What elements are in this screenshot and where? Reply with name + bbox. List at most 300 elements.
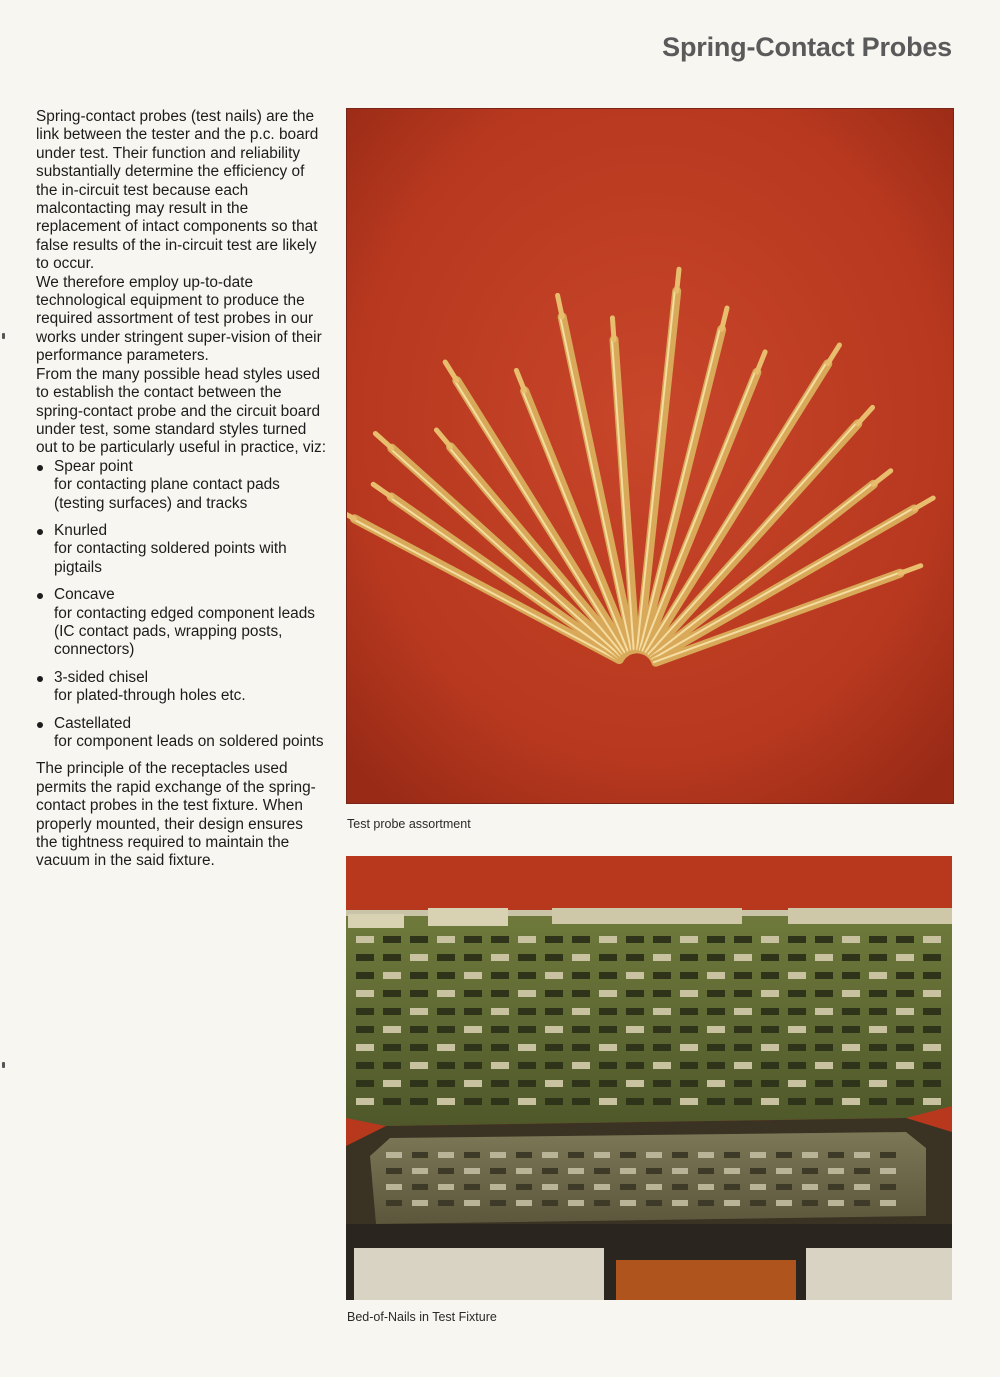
board-component bbox=[437, 1080, 455, 1087]
board-component bbox=[842, 1080, 860, 1087]
board-component bbox=[788, 1062, 806, 1069]
fixture-component bbox=[516, 1168, 532, 1174]
board-component bbox=[572, 1080, 590, 1087]
board-component bbox=[545, 972, 563, 979]
fixture-component bbox=[542, 1200, 558, 1206]
board-component bbox=[896, 1008, 914, 1015]
board-component bbox=[464, 936, 482, 943]
board-component bbox=[356, 1080, 374, 1087]
board-component bbox=[788, 1026, 806, 1033]
board-component bbox=[761, 1008, 779, 1015]
board-component bbox=[788, 1098, 806, 1105]
board-component bbox=[707, 1080, 725, 1087]
fixture-component bbox=[854, 1184, 870, 1190]
board-component bbox=[626, 1008, 644, 1015]
board-component bbox=[815, 990, 833, 997]
board-component bbox=[788, 1008, 806, 1015]
board-component bbox=[923, 1044, 941, 1051]
board-component bbox=[437, 1026, 455, 1033]
board-component bbox=[356, 1008, 374, 1015]
fixture-component bbox=[776, 1168, 792, 1174]
board-component bbox=[410, 1008, 428, 1015]
board-component bbox=[410, 1044, 428, 1051]
board-component bbox=[437, 954, 455, 961]
board-component bbox=[761, 990, 779, 997]
board-component bbox=[437, 1098, 455, 1105]
board-component bbox=[464, 1026, 482, 1033]
fixture-component bbox=[854, 1200, 870, 1206]
board-component bbox=[707, 1044, 725, 1051]
board-component bbox=[518, 1098, 536, 1105]
board-component bbox=[653, 972, 671, 979]
board-component bbox=[842, 1098, 860, 1105]
board-component bbox=[653, 954, 671, 961]
board-component bbox=[761, 972, 779, 979]
fixture-component bbox=[698, 1152, 714, 1158]
board-component bbox=[491, 1008, 509, 1015]
board-component bbox=[437, 1044, 455, 1051]
board-component bbox=[383, 1026, 401, 1033]
board-component bbox=[518, 1026, 536, 1033]
board-component bbox=[599, 1044, 617, 1051]
board-component bbox=[383, 1080, 401, 1087]
fixture-component bbox=[464, 1168, 480, 1174]
board-component bbox=[572, 990, 590, 997]
fixture-component bbox=[412, 1184, 428, 1190]
fixture-component bbox=[386, 1200, 402, 1206]
board-component bbox=[734, 954, 752, 961]
board-component bbox=[707, 990, 725, 997]
board-component bbox=[734, 1026, 752, 1033]
board-component bbox=[383, 972, 401, 979]
fixture-component bbox=[490, 1200, 506, 1206]
board-component bbox=[599, 1026, 617, 1033]
board-component bbox=[572, 1044, 590, 1051]
board-component bbox=[410, 1026, 428, 1033]
board-component bbox=[869, 1044, 887, 1051]
fixture-component bbox=[750, 1184, 766, 1190]
fixture-component bbox=[464, 1200, 480, 1206]
board-component bbox=[734, 1098, 752, 1105]
board-component bbox=[437, 990, 455, 997]
board-component bbox=[923, 1080, 941, 1087]
fixture-component bbox=[438, 1200, 454, 1206]
board-component bbox=[788, 1080, 806, 1087]
fixture-component bbox=[464, 1184, 480, 1190]
board-component bbox=[707, 1008, 725, 1015]
board-component bbox=[491, 1062, 509, 1069]
page-title: Spring-Contact Probes bbox=[662, 32, 952, 62]
board-component bbox=[707, 1026, 725, 1033]
board-component bbox=[599, 936, 617, 943]
board-component bbox=[707, 1062, 725, 1069]
board-component bbox=[923, 936, 941, 943]
board-component bbox=[626, 936, 644, 943]
board-component bbox=[788, 1044, 806, 1051]
board-component bbox=[356, 936, 374, 943]
board-component bbox=[383, 1044, 401, 1051]
fixture-component bbox=[646, 1168, 662, 1174]
board-component bbox=[410, 1062, 428, 1069]
board-component bbox=[572, 972, 590, 979]
board-component bbox=[761, 936, 779, 943]
board-component bbox=[491, 954, 509, 961]
fixture-component bbox=[542, 1168, 558, 1174]
fixture-component bbox=[880, 1184, 896, 1190]
fixture-component bbox=[412, 1168, 428, 1174]
board-component bbox=[545, 1080, 563, 1087]
board-component bbox=[923, 972, 941, 979]
board-component bbox=[599, 990, 617, 997]
fixture-component bbox=[568, 1200, 584, 1206]
probe-tip bbox=[677, 269, 679, 291]
board-component bbox=[518, 1062, 536, 1069]
board-component bbox=[545, 936, 563, 943]
board-component bbox=[518, 990, 536, 997]
board-component bbox=[815, 1026, 833, 1033]
head-style-use: for plated-through holes etc. bbox=[54, 687, 246, 705]
board-component bbox=[572, 1026, 590, 1033]
head-style-name: Concave bbox=[54, 586, 115, 604]
body-text-column bbox=[36, 108, 328, 871]
board-component bbox=[410, 954, 428, 961]
fixture-component bbox=[880, 1200, 896, 1206]
fixture-component bbox=[698, 1168, 714, 1174]
fixture-component bbox=[516, 1200, 532, 1206]
board-component bbox=[653, 1044, 671, 1051]
fixture-component bbox=[438, 1168, 454, 1174]
scan-mark bbox=[2, 1062, 5, 1068]
fixture-component bbox=[386, 1184, 402, 1190]
board-component bbox=[923, 954, 941, 961]
board-component bbox=[464, 1008, 482, 1015]
board-component bbox=[896, 954, 914, 961]
board-component bbox=[491, 990, 509, 997]
fixture-component bbox=[438, 1152, 454, 1158]
board-component bbox=[599, 972, 617, 979]
fixture-component bbox=[698, 1200, 714, 1206]
board-component bbox=[572, 936, 590, 943]
board-component bbox=[896, 1062, 914, 1069]
board-component bbox=[707, 972, 725, 979]
board-component bbox=[599, 1098, 617, 1105]
board-component bbox=[356, 1062, 374, 1069]
board-component bbox=[842, 1008, 860, 1015]
board-component bbox=[383, 1008, 401, 1015]
intro-paragraph: From the many possible head styles used to establish the contact between the spring-contact probe and the circuit board under test, some standard styles turned out to be particularly useful in practice, viz: bbox=[36, 365, 326, 457]
intro-paragraph: We therefore employ up-to-date technological equipment to produce the required assortment of test probes in our works under stringent super-vision of their performance parameters. bbox=[36, 273, 322, 365]
fixture-component bbox=[672, 1184, 688, 1190]
board-component bbox=[383, 936, 401, 943]
board-component bbox=[626, 954, 644, 961]
fixture-component bbox=[620, 1152, 636, 1158]
board-component bbox=[734, 1080, 752, 1087]
board-component bbox=[707, 1098, 725, 1105]
board-component bbox=[545, 954, 563, 961]
board-component bbox=[383, 1062, 401, 1069]
head-style-use: for contacting edged component leads (IC contact pads, wrapping posts, connectors) bbox=[54, 604, 315, 659]
board-component bbox=[680, 1044, 698, 1051]
board-component bbox=[518, 1008, 536, 1015]
board-component bbox=[761, 1062, 779, 1069]
board-component bbox=[680, 1062, 698, 1069]
board-component bbox=[599, 1080, 617, 1087]
bullet-icon bbox=[37, 529, 43, 535]
board-component bbox=[923, 990, 941, 997]
fixture-component bbox=[594, 1168, 610, 1174]
board-component bbox=[437, 1008, 455, 1015]
board-component bbox=[491, 1026, 509, 1033]
fixture-component bbox=[880, 1168, 896, 1174]
board-component bbox=[734, 1008, 752, 1015]
bullet-icon bbox=[37, 465, 43, 471]
bullet-icon bbox=[37, 722, 43, 728]
board-component bbox=[815, 954, 833, 961]
board-component bbox=[545, 990, 563, 997]
fixture-component bbox=[594, 1152, 610, 1158]
board-component bbox=[437, 1062, 455, 1069]
board-component bbox=[788, 990, 806, 997]
head-style-use: for contacting soldered points with pigtails bbox=[54, 540, 287, 576]
fixture-component bbox=[620, 1168, 636, 1174]
board-component bbox=[653, 936, 671, 943]
board-component bbox=[545, 1008, 563, 1015]
head-style-use: for contacting plane contact pads (testing surfaces) and tracks bbox=[54, 476, 280, 512]
board-component bbox=[842, 990, 860, 997]
board-component bbox=[896, 936, 914, 943]
board-component bbox=[734, 990, 752, 997]
board-component bbox=[356, 990, 374, 997]
board-component bbox=[410, 972, 428, 979]
fixture-component bbox=[724, 1152, 740, 1158]
fixture-component bbox=[620, 1200, 636, 1206]
head-style-list bbox=[36, 458, 328, 752]
fixture-component bbox=[438, 1184, 454, 1190]
fixture-component bbox=[802, 1168, 818, 1174]
head-style-item bbox=[36, 715, 328, 752]
fixture-component bbox=[672, 1168, 688, 1174]
closing-paragraph: The principle of the receptacles used permits the rapid exchange of the spring-contact probes in the test fixture. When properly mounted, their design ensures the tightness required to maintain the vacuum in the said fixture. bbox=[36, 760, 316, 870]
board-component bbox=[464, 972, 482, 979]
board-component bbox=[842, 972, 860, 979]
board-component bbox=[680, 972, 698, 979]
board-component bbox=[896, 1026, 914, 1033]
board-component bbox=[491, 972, 509, 979]
fixture-photo-caption: Bed-of-Nails in Test Fixture bbox=[347, 1310, 497, 1324]
board-component bbox=[653, 1008, 671, 1015]
board-component bbox=[410, 1098, 428, 1105]
fixture-component bbox=[776, 1152, 792, 1158]
intro-paragraph: Spring-contact probes (test nails) are the link between the tester and the p.c. board under test. Their function and reliability substantially determine the efficiency of the in-circuit test because each malcontacting may result in the replacement of intact components so that false results of the in-circuit test are likely to occur. bbox=[36, 108, 319, 273]
fixture-component bbox=[464, 1152, 480, 1158]
board-component bbox=[788, 972, 806, 979]
fixture-component bbox=[490, 1152, 506, 1158]
board-component bbox=[464, 1098, 482, 1105]
fixture-component bbox=[750, 1168, 766, 1174]
fixture-component bbox=[880, 1152, 896, 1158]
board-component bbox=[599, 1008, 617, 1015]
board-component bbox=[491, 1098, 509, 1105]
board-component bbox=[680, 936, 698, 943]
fixture-component bbox=[542, 1152, 558, 1158]
board-component bbox=[869, 1098, 887, 1105]
board-component bbox=[815, 1044, 833, 1051]
board-component bbox=[653, 1062, 671, 1069]
fixture-component bbox=[594, 1184, 610, 1190]
board-component bbox=[869, 972, 887, 979]
board-component bbox=[707, 936, 725, 943]
fixture-component bbox=[490, 1184, 506, 1190]
board-component bbox=[410, 990, 428, 997]
board-component bbox=[653, 1080, 671, 1087]
fixture-component bbox=[828, 1200, 844, 1206]
board-component bbox=[815, 1080, 833, 1087]
board-component bbox=[680, 1008, 698, 1015]
board-component bbox=[815, 1062, 833, 1069]
board-component bbox=[518, 1044, 536, 1051]
board-component bbox=[572, 1008, 590, 1015]
board-component bbox=[842, 1044, 860, 1051]
board-component bbox=[680, 954, 698, 961]
fixture-component bbox=[594, 1200, 610, 1206]
fixture-component bbox=[412, 1200, 428, 1206]
board-component bbox=[437, 972, 455, 979]
board-component bbox=[842, 1062, 860, 1069]
board-component bbox=[923, 1098, 941, 1105]
board-component bbox=[518, 1080, 536, 1087]
board-component bbox=[410, 936, 428, 943]
fixture-component bbox=[646, 1152, 662, 1158]
head-style-item bbox=[36, 522, 328, 577]
board-component bbox=[464, 1062, 482, 1069]
scan-mark bbox=[2, 333, 5, 339]
board-component bbox=[626, 1098, 644, 1105]
fixture-component bbox=[802, 1184, 818, 1190]
board-component bbox=[761, 1026, 779, 1033]
board-component bbox=[518, 972, 536, 979]
board-component bbox=[869, 954, 887, 961]
fixture-component bbox=[568, 1168, 584, 1174]
head-style-item bbox=[36, 669, 328, 706]
board-component bbox=[572, 954, 590, 961]
board-component bbox=[356, 1044, 374, 1051]
bullet-icon bbox=[37, 676, 43, 682]
board-component bbox=[491, 1044, 509, 1051]
fixture-component bbox=[386, 1168, 402, 1174]
probe-tip bbox=[612, 318, 614, 340]
board-component bbox=[491, 936, 509, 943]
fixture-component bbox=[750, 1200, 766, 1206]
fixture-component bbox=[724, 1200, 740, 1206]
head-style-name: Castellated bbox=[54, 714, 131, 732]
board-component bbox=[653, 990, 671, 997]
fixture-component bbox=[828, 1168, 844, 1174]
fixture-component bbox=[542, 1184, 558, 1190]
board-component bbox=[491, 1080, 509, 1087]
fixture-component bbox=[490, 1168, 506, 1174]
head-style-item bbox=[36, 458, 328, 513]
board-component bbox=[734, 1062, 752, 1069]
fixture-component bbox=[568, 1152, 584, 1158]
board-component bbox=[518, 954, 536, 961]
board-component bbox=[896, 972, 914, 979]
board-component bbox=[437, 936, 455, 943]
board-component bbox=[410, 1080, 428, 1087]
board-component bbox=[518, 936, 536, 943]
fixture-component bbox=[646, 1184, 662, 1190]
fixture-component bbox=[620, 1184, 636, 1190]
fixture-component bbox=[386, 1152, 402, 1158]
board-component bbox=[869, 1008, 887, 1015]
board-component bbox=[680, 1098, 698, 1105]
probe-photo-caption: Test probe assortment bbox=[347, 817, 471, 831]
board-component bbox=[545, 1098, 563, 1105]
board-component bbox=[599, 1062, 617, 1069]
board-component bbox=[680, 990, 698, 997]
board-component bbox=[815, 972, 833, 979]
board-component bbox=[545, 1062, 563, 1069]
probe-assortment-photo bbox=[346, 108, 954, 804]
board-component bbox=[761, 1044, 779, 1051]
board-component bbox=[815, 936, 833, 943]
board-component bbox=[734, 936, 752, 943]
board-component bbox=[464, 954, 482, 961]
fixture-component bbox=[776, 1200, 792, 1206]
bullet-icon bbox=[37, 593, 43, 599]
board-component bbox=[626, 1062, 644, 1069]
fixture-component bbox=[828, 1152, 844, 1158]
board-component bbox=[653, 1026, 671, 1033]
board-component bbox=[464, 990, 482, 997]
board-component bbox=[545, 1044, 563, 1051]
board-component bbox=[734, 1044, 752, 1051]
board-component bbox=[707, 954, 725, 961]
board-component bbox=[896, 990, 914, 997]
fixture-component bbox=[802, 1152, 818, 1158]
head-style-name: Knurled bbox=[54, 521, 108, 539]
head-style-name: Spear point bbox=[54, 457, 133, 475]
fixture-component bbox=[750, 1152, 766, 1158]
board-component bbox=[626, 972, 644, 979]
board-component bbox=[761, 954, 779, 961]
board-component bbox=[761, 1098, 779, 1105]
fixture-component bbox=[698, 1184, 714, 1190]
head-style-item bbox=[36, 586, 328, 660]
board-component bbox=[545, 1026, 563, 1033]
board-component bbox=[599, 954, 617, 961]
fixture-component bbox=[724, 1184, 740, 1190]
board-component bbox=[734, 972, 752, 979]
board-component bbox=[680, 1026, 698, 1033]
board-component bbox=[572, 1098, 590, 1105]
board-component bbox=[788, 936, 806, 943]
board-component bbox=[896, 1098, 914, 1105]
board-component bbox=[869, 1026, 887, 1033]
board-component bbox=[842, 954, 860, 961]
board-component bbox=[356, 1098, 374, 1105]
board-component bbox=[626, 1080, 644, 1087]
board-component bbox=[869, 1062, 887, 1069]
fixture-component bbox=[516, 1152, 532, 1158]
board-component bbox=[923, 1008, 941, 1015]
board-component bbox=[572, 1062, 590, 1069]
fixture-component bbox=[802, 1200, 818, 1206]
fixture-component bbox=[724, 1168, 740, 1174]
board-component bbox=[383, 1098, 401, 1105]
board-component bbox=[383, 954, 401, 961]
board-component bbox=[896, 1080, 914, 1087]
board-component bbox=[869, 936, 887, 943]
